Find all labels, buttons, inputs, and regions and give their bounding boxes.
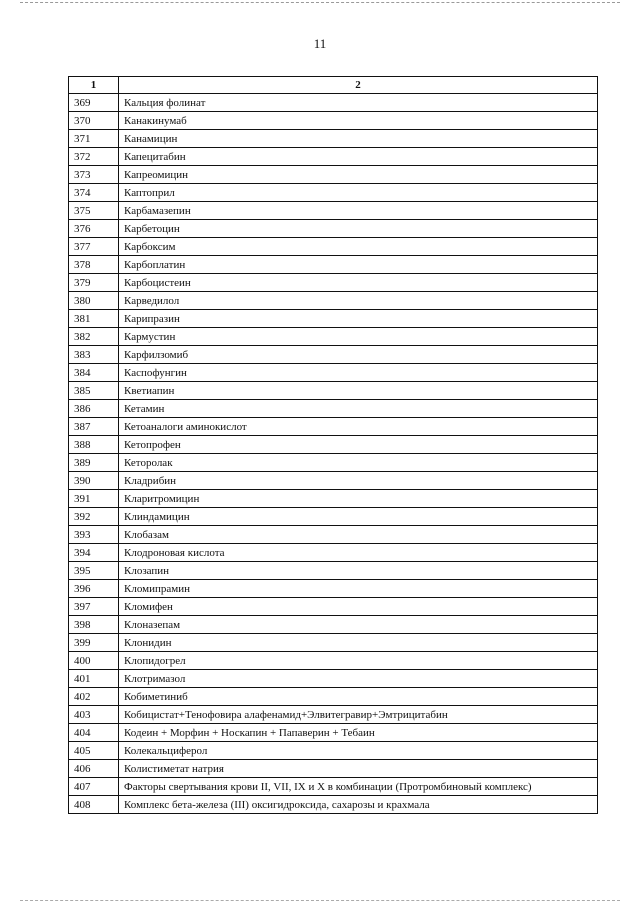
row-number: 408	[69, 796, 119, 814]
table-row	[69, 544, 598, 562]
row-number: 380	[69, 292, 119, 310]
table-row	[69, 166, 598, 184]
row-number: 370	[69, 112, 119, 130]
row-number: 377	[69, 238, 119, 256]
row-drug-name: Кармустин	[119, 328, 598, 346]
row-number: 375	[69, 202, 119, 220]
row-number: 389	[69, 454, 119, 472]
row-number: 369	[69, 94, 119, 112]
row-drug-name: Колекальциферол	[119, 742, 598, 760]
row-number: 395	[69, 562, 119, 580]
drug-list-table	[68, 76, 598, 814]
table-row	[69, 202, 598, 220]
table-row	[69, 400, 598, 418]
row-drug-name: Клиндамицин	[119, 508, 598, 526]
row-drug-name: Канамицин	[119, 130, 598, 148]
row-drug-name: Кетоаналоги аминокислот	[119, 418, 598, 436]
table-row	[69, 796, 598, 814]
table-row	[69, 634, 598, 652]
row-number: 379	[69, 274, 119, 292]
row-drug-name: Карфилзомиб	[119, 346, 598, 364]
table-row	[69, 688, 598, 706]
table-row	[69, 724, 598, 742]
row-number: 382	[69, 328, 119, 346]
row-drug-name: Кломипрамин	[119, 580, 598, 598]
row-number: 385	[69, 382, 119, 400]
row-number: 392	[69, 508, 119, 526]
row-number: 405	[69, 742, 119, 760]
table-row	[69, 418, 598, 436]
row-drug-name: Клотримазол	[119, 670, 598, 688]
row-drug-name: Клодроновая кислота	[119, 544, 598, 562]
row-number: 384	[69, 364, 119, 382]
row-number: 397	[69, 598, 119, 616]
table-row	[69, 490, 598, 508]
row-drug-name: Клопидогрел	[119, 652, 598, 670]
row-number: 402	[69, 688, 119, 706]
row-number: 388	[69, 436, 119, 454]
table-row	[69, 238, 598, 256]
row-number: 399	[69, 634, 119, 652]
row-drug-name: Карбоксим	[119, 238, 598, 256]
row-number: 387	[69, 418, 119, 436]
row-number: 381	[69, 310, 119, 328]
column-header-number: 1	[69, 77, 119, 94]
row-drug-name: Кобицистат+Тенофовира алафенамид+Элвитегравир+Эмтрицитабин	[119, 706, 598, 724]
row-number: 398	[69, 616, 119, 634]
table-row	[69, 184, 598, 202]
row-number: 407	[69, 778, 119, 796]
row-drug-name: Канакинумаб	[119, 112, 598, 130]
table-row	[69, 310, 598, 328]
row-number: 374	[69, 184, 119, 202]
row-drug-name: Кеторолак	[119, 454, 598, 472]
table-row	[69, 760, 598, 778]
row-number: 373	[69, 166, 119, 184]
row-number: 403	[69, 706, 119, 724]
row-drug-name: Колистиметат натрия	[119, 760, 598, 778]
row-drug-name: Клобазам	[119, 526, 598, 544]
table-row	[69, 346, 598, 364]
table-row	[69, 328, 598, 346]
row-drug-name: Кломифен	[119, 598, 598, 616]
table-row	[69, 742, 598, 760]
row-drug-name: Кальция фолинат	[119, 94, 598, 112]
row-drug-name: Карбоплатин	[119, 256, 598, 274]
table-row	[69, 274, 598, 292]
table-row	[69, 580, 598, 598]
table-row	[69, 130, 598, 148]
row-number: 391	[69, 490, 119, 508]
table-row	[69, 148, 598, 166]
column-header-name: 2	[119, 77, 598, 94]
row-drug-name: Капреомицин	[119, 166, 598, 184]
row-drug-name: Карипразин	[119, 310, 598, 328]
row-drug-name: Каптоприл	[119, 184, 598, 202]
row-number: 376	[69, 220, 119, 238]
row-number: 390	[69, 472, 119, 490]
table-row	[69, 508, 598, 526]
row-drug-name: Каспофунгин	[119, 364, 598, 382]
row-number: 393	[69, 526, 119, 544]
table-row	[69, 94, 598, 112]
row-drug-name: Кветиапин	[119, 382, 598, 400]
table-row	[69, 364, 598, 382]
bottom-scan-line	[20, 900, 620, 901]
top-scan-line	[20, 2, 620, 3]
row-drug-name: Кетопрофен	[119, 436, 598, 454]
row-number: 394	[69, 544, 119, 562]
row-drug-name: Факторы свертывания крови II, VII, IX и X в комбинации (Протромбиновый комплекс)	[119, 778, 598, 796]
table-row	[69, 652, 598, 670]
table-row	[69, 526, 598, 544]
row-drug-name: Карведилол	[119, 292, 598, 310]
table-row	[69, 382, 598, 400]
row-number: 404	[69, 724, 119, 742]
row-drug-name: Клозапин	[119, 562, 598, 580]
table-row	[69, 616, 598, 634]
row-drug-name: Комплекс бета-железа (III) оксигидроксида, сахарозы и крахмала	[119, 796, 598, 814]
row-number: 406	[69, 760, 119, 778]
row-number: 383	[69, 346, 119, 364]
row-number: 378	[69, 256, 119, 274]
row-drug-name: Карбетоцин	[119, 220, 598, 238]
table-row	[69, 562, 598, 580]
row-number: 386	[69, 400, 119, 418]
row-drug-name: Кларитромицин	[119, 490, 598, 508]
row-drug-name: Карбоцистеин	[119, 274, 598, 292]
page-number: 11	[313, 36, 327, 51]
table-row	[69, 256, 598, 274]
row-number: 400	[69, 652, 119, 670]
row-number: 401	[69, 670, 119, 688]
table-row	[69, 706, 598, 724]
table-row	[69, 454, 598, 472]
table-row	[69, 220, 598, 238]
row-number: 396	[69, 580, 119, 598]
row-drug-name: Кладрибин	[119, 472, 598, 490]
table-row	[69, 598, 598, 616]
table-row	[69, 670, 598, 688]
table-row	[69, 778, 598, 796]
row-drug-name: Капецитабин	[119, 148, 598, 166]
row-number: 372	[69, 148, 119, 166]
row-drug-name: Карбамазепин	[119, 202, 598, 220]
row-number: 371	[69, 130, 119, 148]
row-drug-name: Клоназепам	[119, 616, 598, 634]
table-row	[69, 436, 598, 454]
table-row	[69, 292, 598, 310]
table-row	[69, 472, 598, 490]
row-drug-name: Кетамин	[119, 400, 598, 418]
table-header-row	[69, 77, 598, 94]
row-drug-name: Клонидин	[119, 634, 598, 652]
row-drug-name: Кодеин + Морфин + Носкапин + Папаверин + Тебаин	[119, 724, 598, 742]
table-row	[69, 112, 598, 130]
row-drug-name: Кобиметиниб	[119, 688, 598, 706]
